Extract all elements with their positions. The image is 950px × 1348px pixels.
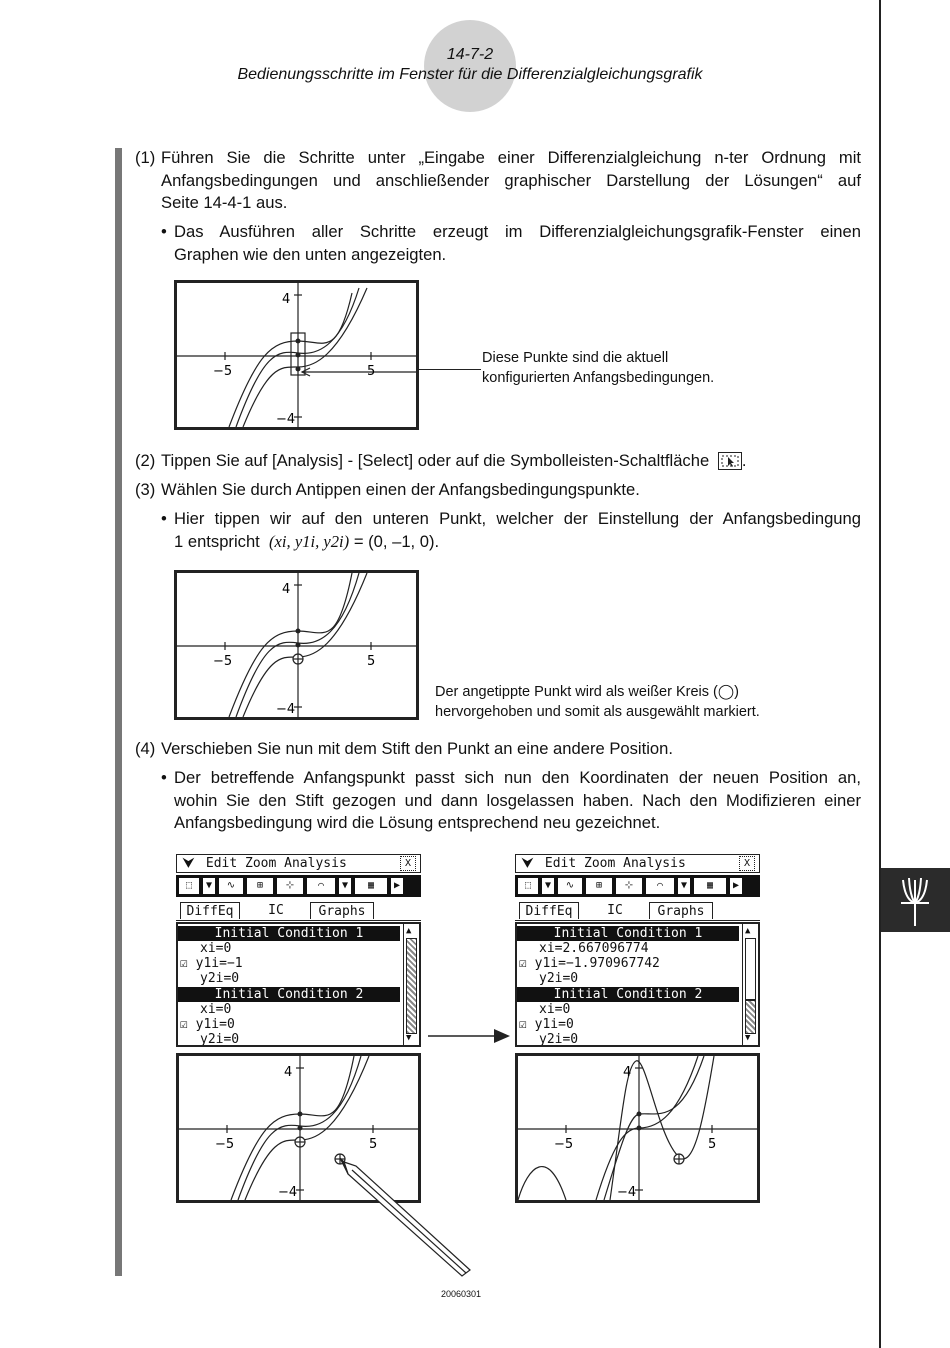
ic-xi[interactable]: xi=0 [200,1002,232,1017]
step-2 [135,450,861,473]
page-title: Bedienungsschritte im Fenster für die Differenzialgleichungsgrafik [237,66,703,83]
step-1-bullet-line-1: Das Ausführen aller Schritte erzeugt im Differenzialgleichungsgrafik-Fenster einen [174,222,861,241]
trace-tool-button[interactable]: ∿ [557,877,583,895]
y-bottom-label: −4 [276,412,296,427]
scroll-thumb[interactable] [745,938,756,1000]
zoom-box-button[interactable]: ⊞ [585,877,613,895]
sketch-button[interactable]: ⌒ [306,877,336,895]
x-right-label: 5 [708,1137,717,1152]
ic-y1i-row[interactable]: ☑ y1i=0 [519,1017,574,1032]
toolbar-next-icon[interactable]: ▶ [729,877,743,895]
step-2-period: . [741,451,747,470]
x-right-label: 5 [367,654,376,669]
ic-y2i[interactable]: y2i=0 [539,971,579,986]
ic-header-1: Initial Condition 1 [517,926,739,941]
right-border-line [879,0,881,1348]
tab-diffeq[interactable]: DiffEq [519,902,579,919]
menu-chevron-icon[interactable]: ⮟ [522,856,534,871]
scrollbar[interactable] [403,924,419,1045]
close-button[interactable]: X [739,856,755,871]
step-3-text: Wählen Sie durch Antippen einen der Anfangsbedingungspunkte. [161,480,640,499]
ic-xi[interactable]: xi=0 [539,1002,571,1017]
caption-2-line-1: Der angetippte Punkt wird als weißer Kreis (◯) [435,684,739,700]
step-3-number: (3) [135,480,156,499]
caption-1-line-2: konfigurierten Anfangsbedingungen. [482,370,715,386]
ic-header-1: Initial Condition 1 [178,926,400,941]
chapter-tab [881,868,950,932]
ic-y1i-row[interactable]: ☑ y1i=0 [180,1017,235,1032]
step-4-text: Verschieben Sie nun mit dem Stift den Punkt an eine andere Position. [161,739,673,758]
step-2-text: Tippen Sie auf [Analysis] - [Select] oder auf die Symbolleisten-Schaltfläche [161,451,710,470]
checkbox-checked-icon[interactable]: ☑ [519,956,527,971]
x-left-label: −5 [213,654,233,669]
step-4 [135,738,861,761]
ic-y1i-row[interactable]: ☑ y1i=−1.970967742 [519,956,660,971]
ic-y1i-row[interactable]: ☑ y1i=−1 [180,956,243,971]
caption-1 [482,348,714,388]
bullet-dot: • [161,768,167,787]
bullet-dot: • [161,222,167,241]
step-1-number: (1) [135,148,156,167]
ic-header-2: Initial Condition 2 [517,987,739,1002]
checkbox-checked-icon[interactable]: ☑ [180,956,188,971]
dropdown-arrow-icon[interactable]: ▼ [202,877,216,895]
tab-graphs[interactable]: Graphs [649,902,713,919]
diffeq-graph-icon [881,868,950,932]
checkbox-checked-icon[interactable]: ☑ [519,1017,527,1032]
tab-bar [176,900,421,920]
x-left-label: −5 [554,1137,574,1152]
grid-button[interactable]: ▦ [693,877,727,895]
caption-2 [435,682,760,722]
scroll-up-icon[interactable]: ▲ [406,926,412,936]
zoom-box-button[interactable]: ⊞ [246,877,274,895]
step-3-bullet [161,508,861,553]
tab-diffeq[interactable]: DiffEq [180,902,240,919]
tab-graphs[interactable]: Graphs [310,902,374,919]
y-bottom-label: −4 [278,1185,298,1200]
arrow-right-icon [428,1026,512,1046]
ic-y2i[interactable]: y2i=0 [200,971,240,986]
caption-2-line-2: hervorgehoben und somit als ausgewählt markiert. [435,704,760,720]
step-2-number: (2) [135,451,156,470]
x-left-label: −5 [215,1137,235,1152]
menu-labels[interactable]: Edit Zoom Analysis [205,856,347,871]
ic-header-2: Initial Condition 2 [178,987,400,1002]
scroll-thumb[interactable] [406,938,417,1034]
tab-ic[interactable]: IC [583,902,647,919]
scrollbar[interactable] [742,924,758,1045]
dropdown-arrow-icon[interactable]: ▼ [677,877,691,895]
math-expression: (xi, y1i, y2i) [269,531,350,551]
step-1-line-3: Seite 14-4-1 aus. [161,193,288,212]
x-left-label: −5 [213,364,233,379]
x-right-label: 5 [369,1137,378,1152]
bullet-dot: • [161,509,167,528]
step-4-number: (4) [135,739,156,758]
select-tool-button[interactable]: ⬚ [178,877,200,895]
calc-graph-after[interactable] [515,1053,760,1203]
ic-list [176,922,421,1047]
y-top-label: 4 [284,1065,293,1080]
step-4-bullet [161,767,861,835]
stylus-pen-icon [330,1148,480,1278]
scroll-down-icon[interactable]: ▼ [745,1033,751,1043]
step-4-bullet-line-2: wohin Sie den Stift gezogen und dann losgelassen haben. Nach den Modifizieren einer [174,790,861,810]
axes-button[interactable]: ⊹ [276,877,304,895]
toolbar [515,875,760,897]
menu-bar [515,854,760,873]
dropdown-arrow-icon[interactable]: ▼ [338,877,352,895]
footer-code: 20060301 [441,1289,482,1299]
grid-button[interactable]: ▦ [354,877,388,895]
menu-chevron-icon[interactable]: ⮟ [183,856,195,871]
step-3 [135,479,861,502]
left-margin-bar [115,148,122,1276]
graph-selected-point [174,570,419,720]
scroll-track[interactable] [745,1000,756,1034]
page-number: 14-7-2 [446,46,494,63]
x-right-label: 5 [367,364,376,379]
step-1-bullet [161,221,861,266]
ic-list [515,922,760,1047]
tab-underline [176,920,421,921]
select-tool-button[interactable]: ⬚ [517,877,539,895]
step-4-bullet-line-1: Der betreffende Anfangspunkt passt sich nun den Koordinaten der neuen Position an, [174,768,861,787]
graph-initial-conditions [174,280,419,430]
toolbar-next-icon[interactable]: ▶ [390,877,404,895]
step-1-bullet-line-2: Graphen wie den unten angezeigten. [174,244,447,264]
ic-y2i[interactable]: y2i=0 [539,1032,579,1047]
step-3-bullet-line-1: Hier tippen wir auf den unteren Punkt, welcher der Einstellung der Anfangsbedingung [174,509,861,528]
y-top-label: 4 [282,292,291,307]
scroll-down-icon[interactable]: ▼ [406,1033,412,1043]
tab-bar [515,900,760,920]
sketch-button[interactable]: ⌒ [645,877,675,895]
step-1-line-1: Führen Sie die Schritte unter „Eingabe einer Differenzialgleichung n-ter Ordnung mit [161,148,861,167]
axes-button[interactable]: ⊹ [615,877,643,895]
step-4-bullet-line-3: Anfangsbedingung wird die Lösung entsprechend neu gezeichnet. [174,813,661,832]
calculator-screen-after [515,854,760,1206]
ic-xi[interactable]: xi=0 [200,941,232,956]
menu-labels[interactable]: Edit Zoom Analysis [544,856,686,871]
select-tool-icon [718,452,742,470]
checkbox-checked-icon[interactable]: ☑ [180,1017,188,1032]
close-button[interactable]: X [400,856,416,871]
tab-ic[interactable]: IC [244,902,308,919]
y-top-label: 4 [623,1065,632,1080]
ic-y2i[interactable]: y2i=0 [200,1032,240,1047]
caption-1-line-1: Diese Punkte sind die aktuell [482,350,669,366]
ic-xi[interactable]: xi=2.667096774 [539,941,649,956]
step-3-bullet-line-2: 1 entspricht (xi, y1i, y2i) = (0, –1, 0). [174,531,440,551]
step-1 [135,147,861,215]
caption-leader-line [419,369,481,370]
scroll-up-icon[interactable]: ▲ [745,926,751,936]
toolbar [176,875,421,897]
y-top-label: 4 [282,582,291,597]
y-bottom-label: −4 [276,702,296,717]
trace-tool-button[interactable]: ∿ [218,877,244,895]
dropdown-arrow-icon[interactable]: ▼ [541,877,555,895]
y-bottom-label: −4 [617,1185,637,1200]
tab-underline [515,920,760,921]
step-1-line-2: Anfangsbedingungen und anschließender graphischer Darstellung der Lösungen“ auf [161,170,861,190]
menu-bar [176,854,421,873]
